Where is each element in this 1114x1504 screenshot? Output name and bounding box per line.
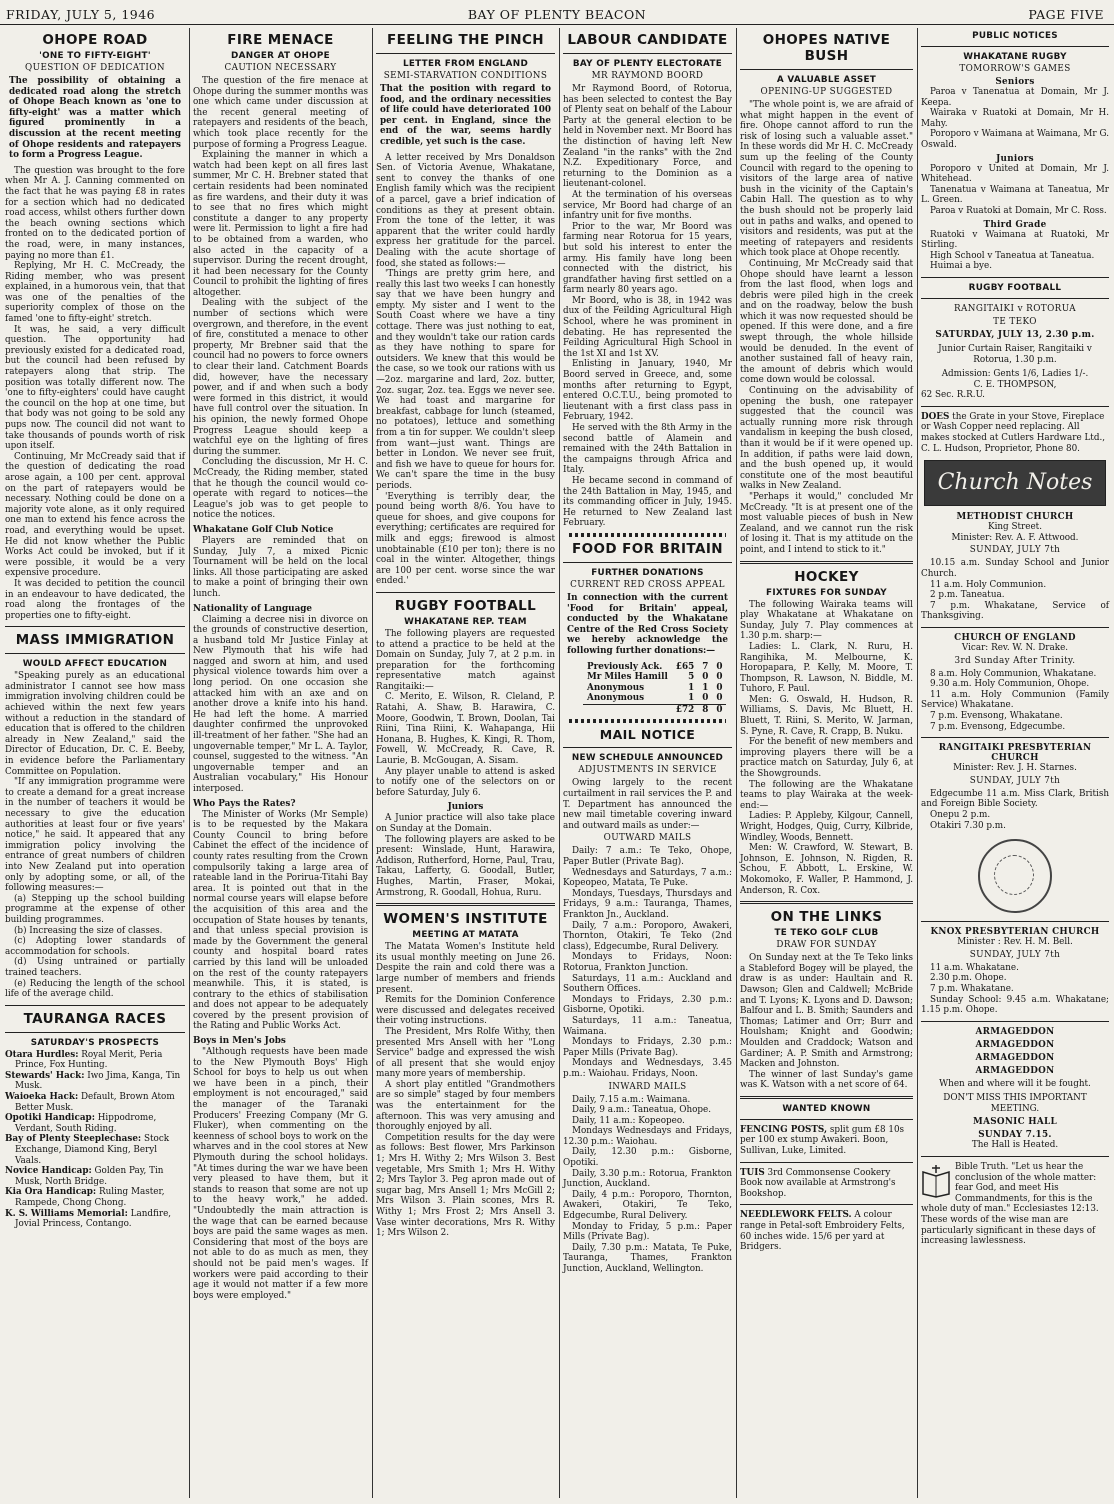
paragraph: He served with the 8th Army in the second battle of Alamein and remained with the 24th Battalion in the campaigns through Africa and Italy. [563,423,732,476]
lead-paragraph: That the position with regard to food, and the ordinary necessities of life could have deteriorated 100 per cent. in England, since the end of the war, seems hardly credible, yet such is the case. [380,84,551,147]
service-line: 11 a.m. Holy Communion. [930,579,1047,590]
paragraph: Continuing, Mr McCready said that if the question of dedicating the road arose again, a 100 per cent. approval on the part of ratepayers would be necessary. Nothing could be done on a majority vote alone, as it only required one man to extend his fence across the road, and everything would be upset. He did not know whether the Public Works Act could be invoked, but if it were possible, it would be a very expensive procedure. [5,451,185,579]
grade-heading: Seniors [995,77,1035,87]
paragraph: (a) Stepping up the school building programme at the expense of other building programmes. [5,893,185,925]
headline-food-for-britain: FOOD FOR BRITAIN [572,540,723,557]
divider [563,562,732,563]
section-heading: INWARD MAILS [608,1081,687,1092]
church-line: Minister: Rev. J. H. Starnes. [953,763,1077,774]
headline-public-notices: PUBLIC NOTICES [972,31,1058,41]
divider [740,69,913,70]
paragraph: Explaining the manner in which a watch had been kept on all fires last summer, Mr C. H. Brebner stated that certain residents had been nominated as fire wardens, and their duty it was to see that no fires which might constitute a danger to any property were lit. Permission to light a fire had to be obtained from a warden, who also acted in the capacity of a supervisor. During the recent drought, it had been necessary for the County Council to prohibit the lighting of fires altogether. [193,150,368,298]
ad-heading: ARMAGEDDON [975,1039,1055,1050]
mail-line: Daily, 3.30 p.m.: Rotorua, Frankton Junction, Auckland. [563,1168,732,1190]
paragraph: "The whole point is, we are afraid of what might happen in the event of fire. Ohope cannot afford to run the risk of losing such a valuable asset." In these words did Mr H. C. McCready sum up the feeling of the County Council with regard to the opening to visitors of the large area of native bush in the vicinity of the Captain's Cabin Hall. The question as to why the bush should not be properly laid out in paths and walks, and opened to visitors and residents, was put at the meeting of ratepayers and residents which took place at Ohope recently. [740,100,913,259]
subhead: DRAW FOR SUNDAY [776,940,877,951]
headline-mail-notice: MAIL NOTICE [599,727,696,743]
divider [376,53,555,54]
church-heading: KNOX PRESBYTERIAN CHURCH [930,927,1100,938]
paragraph: Replying, Mr H. C. McCready, the Riding member, who was present explained, in a humorous vein, that that was one of the penalties of the superiority complex of those on the famed 'one to fifty-eight' stretch. [5,261,185,325]
service-line: 7 p.m. Whakatane. [930,983,1014,994]
church-notes-banner: Church Notes [924,460,1106,506]
page-number: PAGE FIVE [1028,7,1104,22]
mail-line: Mondays, Tuesdays, Thursdays and Fridays, 9 a.m.: Tauranga, Thames, Frankton Jn., Auckland. [563,888,732,920]
fixture-line: Huimai a bye. [930,261,992,272]
column-4 [560,28,735,1498]
subhead: CAUTION NECESSARY [224,63,337,73]
divider [376,592,555,593]
paragraph: 'Everything is terribly dear, the pound being worth 8/6. You have to queue for shoes, and give coupons for everything; certificates are required for milk and eggs; firewood is almost unobtainable (£10 per ton); there is no coal in the winter. Altogether, things are 100 per cent. worse since the war ended.' [376,491,555,587]
mail-line: Daily, 7 a.m.: Poroporo, Awakeri, Thornton, Otakiri, Te Teko (2nd class), Edgecumbe, Rural Delivery. [563,920,732,952]
paragraph: "If any immigration programme were to create a demand for a great increase in the number of teachers it would be necessary to give the education authorities at least four or five years' notice," he said. It appeared that any immigration policy involving the entrance of great numbers of children into New Zealand put into operation only by adopting some, or all, of the following measures:— [5,777,185,894]
ad-line: Admission: Gents 1/6, Ladies 1/-. [941,369,1089,380]
race-entry: Bay of Plenty Steeplechase: Stock Exchange, Diamond King, Beryl Vaals. [5,1134,170,1166]
paragraph: Remits for the Dominion Conference were discussed and delegates received their voting instructions. [376,995,555,1027]
mail-line: Mondays to Fridays, Noon: Rotorua, Frankton Junction. [563,952,732,973]
section-heading: Whakatane Golf Club Notice [193,524,334,535]
subhead: SEMI-STARVATION CONDITIONS [383,71,548,81]
subhead: QUESTION OF DEDICATION [25,63,165,73]
paragraph: Mr Raymond Boord, of Rotorua, has been selected to contest the Bay of Plenty seat on behalf of the Labour Party at the general election to be held in November next. Mr Boord has the distinction of having left New Zealand "in the ranks" with the 2nd N.Z. Expeditionary Force, and returning to the Dominion as a lieutenant-colonel. [563,84,732,190]
paragraph: The question was brought to the fore when Mr A. J. Canning commented on the fact that he was paying £8 in rates for a section which had no dedicated road access, whilst others further down the beach owning sections which fronted on to the dedicated portion of the road, were, in many instances, paying no more than £1. [5,165,185,261]
subhead: MEETING AT MATATA [412,930,519,941]
subhead: WOULD AFFECT EDUCATION [22,659,168,670]
mail-line: Daily, 7.15 a.m.: Waimana. [572,1094,691,1105]
service-line: 2.30 p.m. Ohope. [930,973,1007,984]
classified-ad: DOES the Grate in your Stove, Fireplace or Wash Copper need replacing. All makes stocked at Cutlers Hardware Ltd., C. L. Hudson, Proprietor, Phone 80. [921,411,1106,454]
race-entry: Waioeka Hack: Default, Brown Atom Better Musk. [5,1092,175,1113]
subhead: TE TEKO GOLF CLUB [774,928,879,939]
paragraph: (d) Using untrained or partially trained teachers. [5,957,185,978]
subhead: CURRENT RED CROSS APPEAL [570,579,725,590]
subhead: TOMORROW'S GAMES [959,64,1071,74]
divider [5,1032,185,1033]
paragraph: A Junior practice will also take place on Sunday at the Domain. [376,813,555,834]
race-entry: Otara Hurdles: Royal Merit, Peria Prince, Fox Hunting. [5,1049,163,1071]
church-line: Minister: Rev. A. F. Attwood. [951,532,1079,543]
paragraph: Players are reminded that on Sunday, July 7, a mixed Picnic Tournament will be held on the local links. All those participating are asked to make a point of bringing their own lunch. [193,535,368,599]
ad-heading: SUNDAY 7.15. [978,1130,1052,1141]
grade-heading: Juniors [996,153,1034,164]
table-row: Anonymous 1 1 0 [587,682,723,693]
fixture-line: Poroporo v United at Domain, Mr J. Whitehead. [921,163,1109,185]
headline-feeling-the-pinch: FEELING THE PINCH [386,32,545,48]
paragraph: "Although requests have been made to the New Plymouth Boys' High School for boys to help us out when we have been in a pinch, their employment is not encouraged," said the manager of the Taranaki Producers' Freezing Company (Mr G. Fluker), when commenting on the keenness of school boys to work on the wharves and in the cool stores at New Plymouth during the school holidays. "At times during the war we have been very pleased to have them, but it stands to reason that some are not up to the heavy work," he added. "Undoubtedly the main attraction is the wage that can be earned because boys are paid the same wages as men. Considering that most of the boys are not able to do as much as men, they should not be paid men's wages. If workers were paid according to their age it would not matter if a few more boys were employed." [193,1047,368,1301]
total-row: £72 8 0 [583,704,726,715]
divider [376,903,555,906]
service-line: 7 p.m. Whakatane, Service of Thanksgiving. [921,600,1109,622]
subhead: WHAKATANE RUGBY [963,52,1067,62]
paragraph: The following players are asked to be present: Winslade, Hunt, Harawira, Addison, Rutherford, Horne, Paul, Trau, Takau, Lafferty, G. Goodall, Butler, Hughes, Martin, Fraser, Mokai, Armstrong, R. Goodall, Hohua, Ruru. [376,834,555,898]
ad-heading: RUGBY FOOTBALL [968,282,1062,293]
headline-on-the-links: ON THE LINKS [770,909,883,926]
subhead: OPENING-UP SUGGESTED [760,87,893,97]
subhead: NEW SCHEDULE ANNOUNCED [571,753,724,764]
mail-line: Saturdays, 11 a.m.: Auckland and Southern Offices. [563,973,732,995]
ornamental-rule [569,719,726,723]
divider [5,1005,185,1006]
paragraph: Concluding the discussion, Mr H. C. McCready, the Riding member, stated that he though the council would co-operate with regard to notices—the League's job was to get people to notice the notices. [193,457,368,521]
ad-line: TE TEKO [993,316,1037,327]
divider [740,1204,913,1205]
paragraph: C. Merito, E. Wilson, R. Cleland, P. Ratahi, A. Shaw, B. Harawira, C. Moore, Goodwin, T. Brown, Doolan, Tai Riini, Tina Riini, K. Wahapanga, Hii Honana, B. Hughes, K. Kingi, R. Thom, Fowell, W. McCready, R. Cave, R. Laurie, B. McGougan, A. Sisam. [376,692,555,767]
column-5 [737,28,916,1498]
paper-name: BAY OF PLENTY BEACON [467,7,647,22]
paragraph: Any player unable to attend is asked to notify one of the selectors on or before Saturday, July 6. [376,766,555,798]
mail-line: Mondays Wednesdays and Fridays, 12.30 p.m.: Waiohau. [563,1126,732,1147]
paragraph: The following players are requested to attend a practice to be held at the Domain on Sunday, July 7, at 2 p.m. in preparation for the forthcoming representative match against Rangitaiki:— [376,628,555,692]
race-entry: Kia Ora Handicap: Ruling Master, Rampede, Chong Chong. [5,1187,165,1208]
ad-line: When and where will it be fought. [939,1078,1091,1089]
paragraph: He became second in command of the 24th Battalion in May, 1945, and its commanding officer in July, 1945. He returned to New Zealand last February. [563,475,732,529]
service-line: 7 p.m. Evensong, Whakatane. [930,710,1063,721]
table-row: Anonymous 1 0 0 [587,693,723,704]
mail-line: Daily: 7 a.m.: Te Teko, Ohope, Paper Butler (Private Bag). [563,846,732,868]
mail-line: Saturdays, 11 a.m.: Taneatua, Waimana. [563,1015,732,1037]
paragraph: Owing largely to the recent curtailment in rail services the P. and T. Department has announced the new mail timetable covering inward and outward mails as under:— [563,778,732,831]
fixture-line: High School v Taneatua at Taneatua. [930,250,1095,261]
subhead: BAY OF PLENTY ELECTORATE [572,59,723,69]
paragraph: Continuing on the advisability of opening the bush, one ratepayer suggested that the council was actually running more risk through vandalism in keeping the bush closed, than it would be if it were opened up. In addition, if paths were laid down, and the bush opened up, it would constitute one of the most beautiful walks in New Zealand. [740,386,913,492]
paragraph: The Matata Women's Institute held its usual monthly meeting on June 26. Despite the rain and cold there was a large number of members and friends present. [376,942,555,995]
ad-heading: ARMAGEDDON [975,1026,1055,1037]
fixture-line: Paroa v Tanenatua at Domain, Mr J. Keepa. [921,87,1109,108]
service-line: Onepu 2 p.m. [930,809,991,820]
paragraph: Claiming a decree nisi in divorce on the grounds of constructive desertion, a husband told Mr Justice Finlay at New Plymouth that his wife had nagged and sworn at him, and used physical violence towards him over a long period. On one occasion she attacked him with an axe and on another drove a knife into his hand. He had left the home. A married daughter confirmed the unprovoked ill-treatment of her father. "She had an ungovernable temper," Mr L. A. Taylor, counsel, suggested to the witness. "An ungovernable temper and an Australian vocabulary," His Honour interposed. [193,614,368,794]
headline-labour-candidate: LABOUR CANDIDATE [567,32,728,48]
section-heading: Nationality of Language [193,603,313,614]
church-heading: RANGITAIKI PRESBYTERIAN CHURCH [938,743,1092,764]
paragraph: Dealing with the subject of the number of sections which were overgrown, and therefore, in the event of fire, constituted a menace to other property, Mr Brebner said that the council had no powers to force owners to clear their land. Catchment Boards did, however, have the necessary power, and if and when such a body were formed in this district, it would have full control over the situation. In his opinion, the newly formed Ohope Progress League should keep a watchful eye on the lighting of fires during the summer. [193,298,368,457]
classified-ad: TUIS 3rd Commonsense Cookery Book now available at Armstrong's Bookshop. [740,1167,896,1199]
mail-line: Monday to Friday, 5 p.m.: Paper Mills (Private Bag). [563,1221,732,1243]
paragraph: On Sunday next at the Te Teko links a Stableford Bogey will be played, the draw is as under: Haultain and R. Dawson; Glen and Caldwell; McBride and T. Lyons; K. Lyons and D. Dawson; Balfour and L. B. Smith; Saunders and Thomas; Latimer and Orr; Burr and Houlsham; Knight and Goodwin; Moulden and Craddock; Watson and Gardiner; A. P. Smith and Armstrong; Macken and Johnston. [740,953,913,1070]
column-6 [918,28,1112,1498]
paragraph: (c) Adopting lower standards of accommodation for schools. [5,936,185,957]
lead-paragraph: The possibility of obtaining a dedicated road along the stretch of Ohope Beach known as 'one to fifty-eight' was a matter which figured prominently in a discussion at the recent meeting of Ohope residents and ratepayers to form a Progress League. [9,76,181,161]
church-date: SUNDAY, JULY 7th [969,545,1061,556]
church-heading: METHODIST CHURCH [956,512,1074,523]
section-heading: Who Pays the Rates? [193,798,296,809]
column-2 [190,28,371,1498]
divider [921,298,1109,299]
subhead: FURTHER DONATIONS [591,567,704,578]
fixture-line: Tanenatua v Waimana at Taneatua, Mr L. Green. [921,184,1109,206]
ornamental-rule [569,533,726,537]
mail-line: Daily, 9 a.m.: Taneatua, Ohope. [572,1105,712,1116]
race-entry: K. S. Williams Memorial: Landfire, Jovial Princess, Contango. [5,1208,172,1230]
headline-rugby-football: RUGBY FOOTBALL [394,597,537,614]
mail-line: Daily, 12.30 p.m.: Gisborne, Opotiki. [563,1147,732,1169]
donations-table [583,662,726,716]
classified-ad: FENCING POSTS, split gum £8 10s per 100 ex stump Awakeri. Boon, Sullivan, Luke, Limited. [740,1124,905,1157]
section-heading: Juniors [447,802,484,813]
lead-paragraph: In connection with the current 'Food for Britain' appeal, conducted by the Whakatane Centre of the Red Cross Society we hereby acknowledge the following further donations:— [567,592,728,656]
divider [921,1021,1109,1022]
divider [563,53,732,54]
church-line: Minister : Rev. H. M. Bell. [957,937,1073,948]
paragraph: Continuing, Mr McCready said that Ohope should have learnt a lesson from the last flood, when logs and debris were piled high in the creek and on the roadway, below the bush which it was now requested should be opened. If this were done, and a fire swept through, the whole hillside would be denuded. In the event of another sustained fall of heavy rain, the amount of debris which would come down would be colossal. [740,258,913,386]
ad-line: SATURDAY, JULY 13, 2.30 p.m. [935,329,1095,340]
divider [921,1156,1109,1157]
divider [563,747,732,748]
subhead: DANGER AT OHOPE [230,51,330,61]
ad-line: C. E. THOMPSON, [973,379,1057,390]
headline-mass-immigration: MASS IMMIGRATION [15,632,175,649]
table-row: Previously Ack. £65 7 0 [587,661,723,672]
fixture-line: Wairaka v Ruatoki at Domain, Mr H. Mahy. [921,108,1109,129]
paragraph: For the benefit of new members and improving players there will be a practice match on Saturday, July 6, at the Showgrounds. [740,737,913,780]
subhead: A VALUABLE ASSET [776,75,877,85]
church-date: SUNDAY, JULY 7th [969,949,1061,960]
divider [921,406,1109,407]
service-line: 11 a.m. Whakatane. [930,962,1019,973]
headline-fire-menace: FIRE MENACE [227,32,334,48]
church-line: Vicar: Rev. W. N. Drake. [961,643,1069,653]
ad-line: Junior Curtain Raiser, Rangitaiki v Rotorua, 1.30 p.m. [938,343,1092,365]
grade-heading: Third Grade [983,219,1047,230]
headline-hockey: HOCKEY [794,568,859,585]
paragraph: Men: G. Oswald, H. Hudson, R. Williams, S. Davis, Mc Bluett, H. Bluett, T. Riini, S. Merito, W. Jarman, S. Pyne, R. Cave, R. Crapp, B. Nuku. [740,694,913,737]
paragraph: At the termination of his overseas service, Mr Boord had charge of an infantry unit for five months. [563,189,732,222]
paragraph: "Perhaps it would," concluded Mr McCready. "It is at present one of the most valuable pieces of bush in New Zealand, and we cannot run the risk of losing it. That is my attitude on the point, and I intend to stick to it." [740,491,913,555]
church-seal-icon [978,839,1052,913]
paragraph: The question of the fire menace at Ohope during the summer months was one which came under discussion at the recent general meeting of ratepayers and residents of the beach, which took place recently for the purpose of forming a Progress League. [193,76,368,150]
divider [740,561,913,564]
church-line: King Street. [988,522,1042,533]
ad-line: 62 Sec. R.R.U. [921,390,985,401]
service-line: Sunday School: 9.45 a.m. Whakatane; 1.15 p.m. Ohope. [921,994,1109,1016]
column-3 [373,28,558,1498]
paragraph: It was, he said, a very difficult question. The opportunity had previously existed for a dedicated road, but the council had been refused by ratepayers along that strip. The position was totally different now. The 'one to fifty-eighters' could have caught the council on the hop at one time, but that body was not going to be sold any pups now. The council did not want to take thousands of pounds worth of risk upon itself. [5,324,185,452]
issue-date: FRIDAY, JULY 5, 1946 [6,7,156,22]
subhead: MR RAYMOND BOORD [591,71,704,81]
mail-line: Daily, 7.30 p.m.: Matata, Te Puke, Tauranga, Thames, Frankton Junction, Auckland, Wellington. [563,1242,732,1274]
divider [921,921,1109,922]
mail-line: Mondays to Fridays, 2.30 p.m.: Paper Mills (Private Bag). [563,1037,732,1058]
race-entry: Novice Handicap: Golden Pay, Tin Musk, North Bridge. [5,1166,164,1187]
section-heading: Boys in Men's Jobs [193,1036,286,1047]
divider [921,46,1109,47]
ad-heading: MASONIC HALL [973,1117,1057,1128]
paragraph: Competition results for the day were as follows: Best flower, Mrs Parkinson 1; Mrs H. Withy 2; Mrs Wilson 3. Best vegetable, Mrs Smith 1; Mrs H. Withy 2; Mrs Taylor 3. Peg apron made out of sugar bag, Mrs Ansell 1; Mrs McGill 2; Mrs Wilson 3. Plain scones, Mrs R. Withy 1; Mrs Frost 2; Mrs Ansell 3. Vase winter decorations, Mrs R. Withy 1; Mrs Wilson 2. [376,1132,555,1239]
mail-line: Daily, 4 p.m.: Poroporo, Thornton, Awakeri, Otakiri, Te Teko, Edgecumbe, Rural Delivery. [563,1189,732,1222]
paragraph: The following are the Whakatane teams to play Wairaka at the week-end:— [740,779,913,811]
paragraph: Enlisting in January, 1940, Mr Boord served in Greece, and, some months after returning to Egypt, entered O.C.T.U., being promoted to lieutenant with a first class pass in February, 1942. [563,359,732,423]
ad-heading: ARMAGEDDON [975,1052,1055,1063]
divider [921,737,1109,738]
divider [921,627,1109,628]
subhead: SATURDAY'S PROSPECTS [30,1037,160,1048]
fixture-line: Paroa v Ruatoki at Domain, Mr C. Ross. [930,205,1107,216]
ad-line: DON'T MISS THIS IMPORTANT MEETING. [943,1093,1087,1114]
divider [740,1119,913,1120]
paragraph: Mr Boord, who is 38, in 1942 was dux of the Feilding Agricultural High School, where he was prominent in debating. He has represented the Feilding Agricultural High School in the 1st XI and 1st XV. [563,295,732,359]
divider [921,277,1109,278]
service-line: 9.30 a.m. Holy Communion, Ohope. [930,679,1090,690]
subhead: 'ONE TO FIFTY-EIGHT' [39,51,151,61]
church-date: 3rd Sunday After Trinity. [954,655,1076,666]
service-line: 8 a.m. Holy Communion, Whakatane. [930,668,1097,679]
paragraph: It was decided to petition the council in an endeavour to have dedicated, the road along the frontages of the properties one to fifty-eight. [5,578,185,621]
paragraph: Men: W. Crawford, W. Stewart, B. Johnson, E. Johnson, N. Rigden, R. Schou, F. Abbott, L. Erskine, W. Mokomoko, F. Waller, P. Hammond, J. Anderson, R. Cox. [740,843,913,896]
divider [5,626,185,627]
service-line: 11 a.m. Holy Communion (Family Service) Whakatane. [921,689,1109,711]
subhead: FIXTURES FOR SUNDAY [766,587,887,598]
paragraph: The Minister of Works (Mr Semple) is to be requested by the Makara County Council to bring before Cabinet the effect of the incidence of county rates resulting from the Crown compulsorily taking a large area of rateable land in the Porirua-Titahi Bay area. It is pointed out that in the normal course years will elapse before the acquisition of this area and the occupation of State houses by tenants, and that unless special provision is made by the Government the general county and hospital board rates carried by this land will be unloaded on the rest of the county ratepayers meanwhile. This, it is stated, is contrary to the ethics of stabilisation and does not appear to be adequately covered by the present provision of the Rating and Public Works Act. [193,809,368,1032]
paragraph: Ladies: L. Clark, N. Ruru, H. Rangihika, M. Melbourne, K. Horopapara, P. Kelly, M. Moore, T. Thompson, R. Lawson, N. Biddle, M. Tuhoro, F. Paul. [740,641,913,695]
service-line: 7 p.m. Evensong, Edgecumbe. [930,721,1066,732]
section-heading: OUTWARD MAILS [603,833,692,844]
race-entry: Stewards' Hack: Iwo Jima, Kanga, Tin Musk. [5,1070,181,1092]
classified-ad: NEEDLEWORK FELTS. A colour range in Petal-soft Embroidery Felts, 60 inches wide. 15/6 per yard at Bridgers. [740,1210,905,1253]
service-line: Otakiri 7.30 p.m. [930,820,1006,831]
paragraph: The following Wairaka teams will play Whakatane at Whakatane on Sunday, July 7. Play commences at 1.30 p.m. sharp:— [740,599,913,642]
bible-quote: Bible Truth. "Let us hear the conclusion of the whole matter: fear God, and meet His Commandments, for this is the whole duty of man." Ecclesiastes 12:13. These words of the wise man are particularly significant in these days of increasing lawlessness. [921,1162,1099,1247]
paragraph: (b) Increasing the size of classes. [14,925,163,936]
fixture-line: Poroporo v Waimana at Waimana, Mr G. Oswald. [921,129,1109,150]
paragraph: A short play entitled "Grandmothers are so simple" staged by four members was the entertainment for the afternoon. This was very amusing and thoroughly enjoyed by all. [376,1079,555,1133]
divider [740,1162,913,1163]
mail-line: Daily, 11 a.m.: Kopeopeo. [572,1115,685,1126]
masthead [0,0,1114,25]
service-line: Edgecumbe 11 a.m. Miss Clark, British and Foreign Bible Society. [921,788,1109,810]
divider [740,901,913,904]
paragraph: (e) Reducing the length of the school life of the average child. [5,978,185,1000]
headline-womens-institute: WOMEN'S INSTITUTE [383,911,548,928]
headline-ohope-road: OHOPE ROAD [42,32,148,48]
table-row: Mr Miles Hamill 5 0 0 [587,672,723,683]
headline-wanted-known: WANTED KNOWN [782,1103,871,1114]
open-bible-icon [921,1164,951,1198]
subhead: LETTER FROM ENGLAND [402,59,529,69]
service-line: 10.15 a.m. Sunday School and Junior Church. [921,558,1109,580]
paragraph: The winner of last Sunday's game was K. Watson with a net score of 64. [740,1069,913,1091]
paragraph: The President, Mrs Rolfe Withy, then presented Mrs Ansell with her "Long Service" badge and expressed the wish of all present that she would enjoy many more years of membership. [376,1026,555,1080]
paragraph: A letter received by Mrs Donaldson Sen. of Victoria Avenue, Whakatane, sent to convey the thanks of one English family which was the recipient of a parcel, gave a brief indication of conditions as they at present obtain. From the tone of the letter, it was apparent that the writer could hardly express her gratitude for the parcel. Dealing with the acute shortage of food, she stated as follows:— [376,152,555,269]
race-entry: Opotiki Handicap: Hippodrome, Verdant, South Riding. [5,1113,157,1134]
subhead: WHAKATANE REP. TEAM [404,616,527,627]
headline-tauranga-races: TAURANGA RACES [23,1010,167,1027]
church-heading: CHURCH OF ENGLAND [954,633,1076,643]
paragraph: Prior to the war, Mr Boord was farming near Rotorua for 15 years, but sold his interest to enter the army. His family have long been connected with the district, his grandfather having first settled on a farm nearly 80 years ago. [563,221,732,296]
mail-line: Wednesdays and Saturdays, 7 a.m.: Kopeopeo, Matata, Te Puke. [563,867,732,889]
ad-line: RANGITAIKI v ROTORUA [953,303,1077,314]
ad-line: The Hall is Heated. [971,1140,1059,1151]
church-date: SUNDAY, JULY 7th [969,775,1061,786]
service-line: 2 p.m. Taneatua. [930,590,1005,601]
bible-truth-notice [921,1162,1109,1247]
divider [740,1096,913,1099]
fixture-line: Ruatoki v Waimana at Ruatoki, Mr Stirling. [921,229,1109,251]
ad-heading: ARMAGEDDON [975,1065,1055,1076]
paragraph: Ladies: P. Appleby, Kilgour, Cannell, Wright, Hodges, Quig, Curry, Kilbride, Windley, Woods, Bennett. [740,811,913,843]
divider [5,653,185,654]
mail-line: Mondays to Fridays, 2.30 p.m.: Gisborne, Opotiki. [563,994,732,1016]
mail-line: Mondays and Wednesdays, 3.45 p.m.: Waiohau. Fridays, Noon. [563,1058,732,1079]
subhead: ADJUSTMENTS IN SERVICE [578,765,717,776]
headline-ohopes-native-bush: OHOPES NATIVE BUSH [762,32,891,64]
column-1 [2,28,188,1498]
paragraph: "Speaking purely as an educational administrator I cannot see how mass immigration involving children could be achieved within the next few years without a reduction in the standard of education that is offered to the children already in New Zealand," said the Director of Education, Dr. C. E. Beeby, in evidence before the Parliamentary Committee on Population. [5,671,185,777]
paragraph: 'Things are pretty grim here, and really this last two weeks I can honestly say that we have been hungry and empty. My sister and I went to the South Coast where we have a tiny cottage. There was just nothing to eat, and they wouldn't take our ration cards as they have nothing to spare for outsiders. We knew that this would be the case, so we took our rations with us—2oz. margarine and lard, 2oz. butter, 2oz. sugar, 2oz. tea. Eggs we never see. We had toast and margarine for breakfast, cabbage for lunch (steamed, no potatoes), lettuce and something from a tin for supper. We couldn't sleep from want—just want. Things are better in London. We never see fruit, and fish we have to queue for hours for. We can't spare the time in the busy periods. [376,269,555,491]
